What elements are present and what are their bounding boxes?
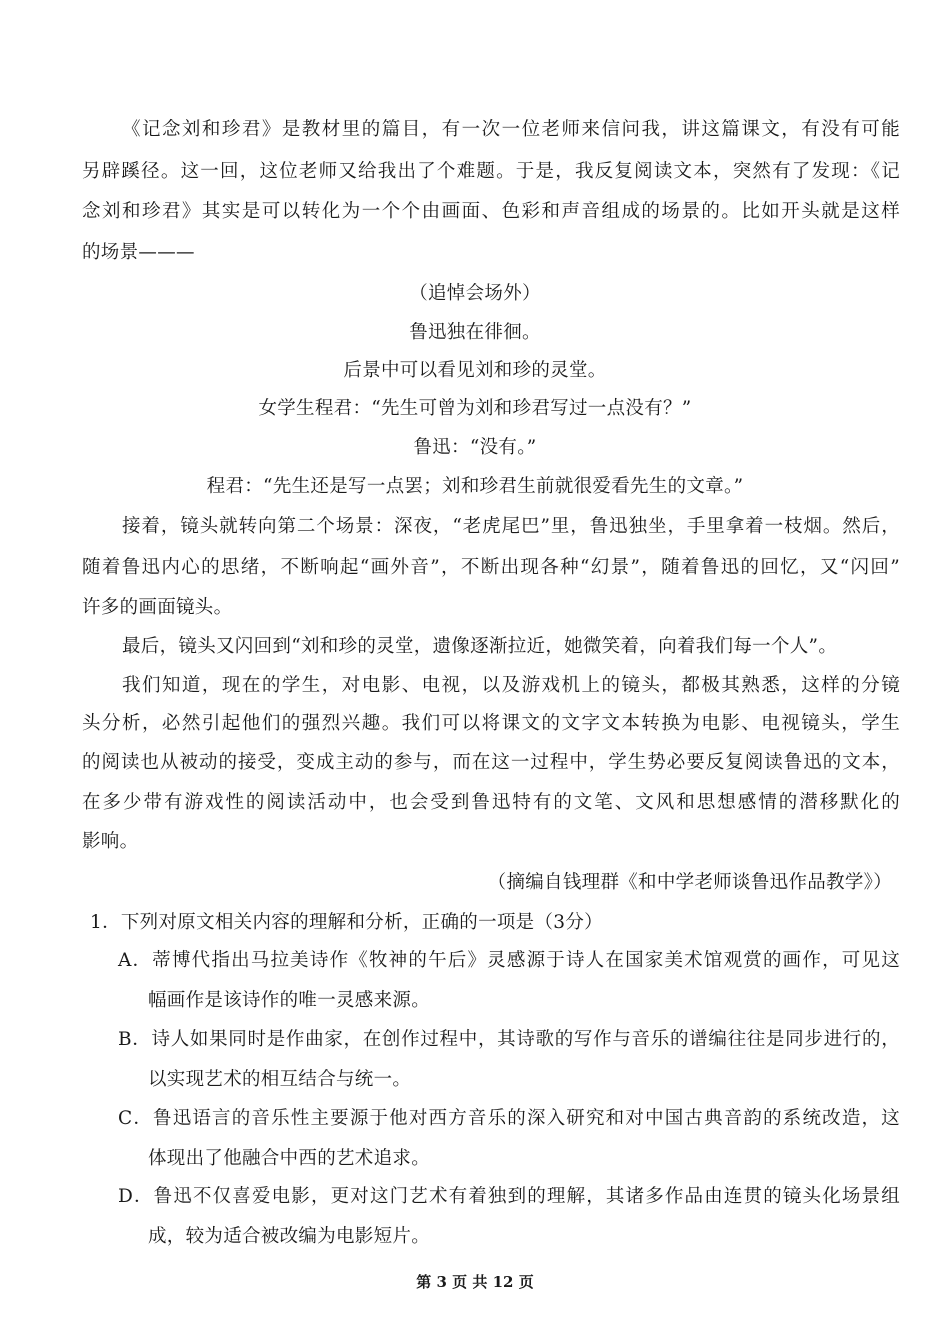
option-d-line-2: 成，较为适合被改编为电影短片。 [148,1226,431,1247]
scene-line-2: 鲁迅独在徘徊。 [409,322,541,343]
question-stem: 1．下列对原文相关内容的理解和分析，正确的一项是（3分） [90,912,603,933]
paragraph-1-line-1: 《记念刘和珍君》是教材里的篇目，有一次一位老师来信问我，讲这篇课文，有没有可能 [122,119,900,140]
paragraph-1-line-3: 念刘和珍君》其实是可以转化为一个个由画面、色彩和声音组成的场景的。比如开头就是这样 [82,201,900,222]
option-c-line-1: C．鲁迅语言的音乐性主要源于他对西方音乐的深入研究和对中国古典音韵的系统改造，这 [118,1108,900,1129]
paragraph-2-line-2: 随着鲁迅内心的思绪，不断响起“画外音”，不断出现各种“幻景”，随着鲁迅的回忆，又“闪回” [82,557,900,578]
option-b-line-2: 以实现艺术的相互结合与统一。 [148,1069,412,1090]
option-d-line-1: D．鲁迅不仅喜爱电影，更对这门艺术有着独到的理解，其诸多作品由连贯的镜头化场景组 [118,1186,900,1207]
paragraph-4-line-1: 我们知道，现在的学生，对电影、电视，以及游戏机上的镜头，都极其熟悉，这样的分镜 [122,675,900,696]
scene-line-3: 后景中可以看见刘和珍的灵堂。 [343,360,607,381]
scene-line-6: 程君：“先生还是写一点罢；刘和珍君生前就很爱看先生的文章。” [206,476,744,497]
paragraph-2-line-3: 许多的画面镜头。 [82,597,233,618]
paragraph-4-line-4: 在多少带有游戏性的阅读活动中，也会受到鲁迅特有的文笔、文风和思想感情的潜移默化的 [82,792,900,813]
paragraph-1-line-2: 另辟蹊径。这一回，这位老师又给我出了个难题。于是，我反复阅读文本，突然有了发现：《记 [82,161,900,182]
option-a-line-2: 幅画作是该诗作的唯一灵感来源。 [148,990,431,1011]
paragraph-4-line-3: 的阅读也从被动的接受，变成主动的参与，而在这一过程中，学生势必要反复阅读鲁迅的文本， [82,752,900,773]
source-attribution: （摘编自钱理群《和中学老师谈鲁迅作品教学》） [487,872,892,893]
paragraph-4-line-5: 影响。 [82,831,139,852]
page-number-footer: 第 3 页 共 12 页 [416,1273,534,1291]
option-c-line-2: 体现出了他融合中西的艺术追求。 [148,1148,431,1169]
scene-line-4: 女学生程君：“先生可曾为刘和珍君写过一点没有？” [258,398,692,419]
paragraph-4-line-2: 头分析，必然引起他们的强烈兴趣。我们可以将课文的文字文本转换为电影、电视镜头，学生 [82,713,900,734]
paragraph-1-line-4: 的场景——— [82,242,195,263]
paragraph-2-line-1: 接着，镜头就转向第二个场景：深夜，“老虎尾巴”里，鲁迅独坐，手里拿着一枝烟。然后， [122,516,900,537]
scene-line-1: （追悼会场外） [409,283,541,304]
option-b-line-1: B．诗人如果同时是作曲家，在创作过程中，其诗歌的写作与音乐的谱编往往是同步进行的， [118,1029,900,1050]
option-a-line-1: A．蒂博代指出马拉美诗作《牧神的午后》灵感源于诗人在国家美术馆观赏的画作，可见这 [118,950,900,971]
scene-line-5: 鲁迅：“没有。” [413,437,537,458]
paragraph-3-line-1: 最后，镜头又闪回到“刘和珍的灵堂，遗像逐渐拉近，她微笑着，向着我们每一个人”。 [122,636,838,657]
